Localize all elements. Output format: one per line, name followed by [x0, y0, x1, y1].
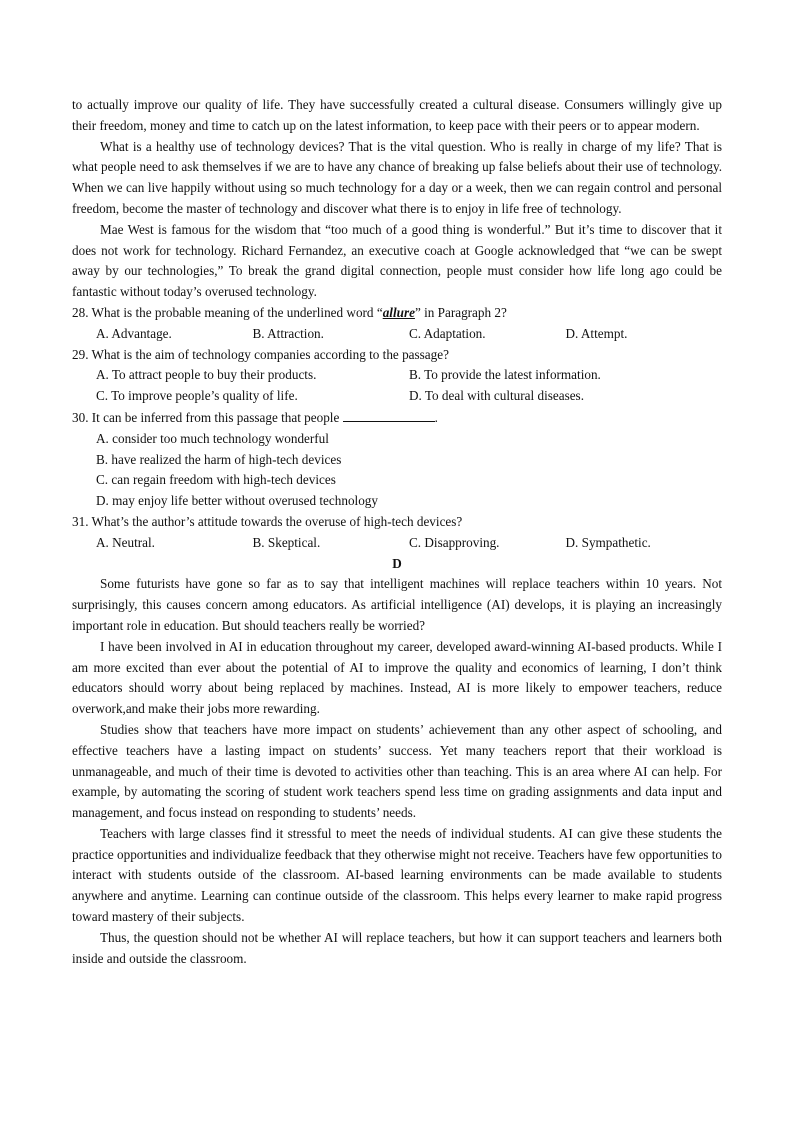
- passage-c-paragraph-3: Mae West is famous for the wisdom that “too much of a good thing is wonderful.” But it’s time to discover that it does not work for technology. Richard Fernandez, an executive coach at Google acknowledged that “we can be swept away by our technologies,” To break the grand digital connection, people must consider how life long ago could be fantastic without today’s overused technology.: [72, 221, 722, 300]
- question-30-stem: 30. It can be inferred from this passage that people .: [72, 407, 722, 429]
- question-28-stem: 28. What is the probable meaning of the underlined word “allure” in Paragraph 2?: [72, 304, 507, 320]
- question-30: [72, 407, 722, 512]
- option-a[interactable]: A. To attract people to buy their products.: [96, 367, 317, 383]
- passage-d-paragraph-5: Thus, the question should not be whether AI will replace teachers, but how it can support teachers and learners both inside and outside the classroom.: [72, 929, 722, 966]
- passage-d-paragraph-1: Some futurists have gone so far as to say that intelligent machines will replace teachers within 10 years. Not surprisingly, this causes concern among educators. As artificial intelligence (AI) develops, it is playing an increasingly important role in education. But should teachers really be worried?: [72, 576, 722, 633]
- question-31-options: [72, 533, 722, 554]
- question-29: [72, 345, 722, 407]
- question-31-stem: 31. What’s the author’s attitude towards the overuse of high-tech devices?: [72, 513, 463, 529]
- question-28-options: [72, 324, 722, 345]
- passage-d-paragraph-3: Studies show that teachers have more impact on students’ achievement than any other aspect of schooling, and effective teachers have a lasting impact on students’ success. Yet many teachers report that their workload is unmanageable, and much of their time is devoted to activities other than teaching. This is an area where AI can help. For example, by automating the scoring of student work teachers spend less time on grading assignments and data input and management, and focus instead on responding to students’ needs.: [72, 721, 722, 821]
- option-a[interactable]: A. Advantage.: [96, 325, 172, 341]
- option-d[interactable]: D. To deal with cultural diseases.: [409, 388, 584, 404]
- option-b[interactable]: B. Attraction.: [252, 325, 324, 341]
- question-29-options-row-1: [72, 365, 722, 386]
- option-b[interactable]: B. Skeptical.: [252, 534, 321, 550]
- exam-page: [72, 95, 722, 969]
- question-29-options-row-2: [72, 386, 722, 407]
- passage-c-paragraph-2: What is a healthy use of technology devices? That is the vital question. Who is really in charge of my life? That is what people need to ask themselves if we are to have any chance of breaking up false beliefs about their use of technology. When we can live happily without using so much technology for a day or a week, then we can regain control and personal freedom, become the master of technology and discover what there is to enjoy in life free of technology.: [72, 138, 722, 216]
- underlined-word: allure: [382, 304, 415, 320]
- option-c[interactable]: C. Disapproving.: [409, 534, 500, 550]
- option-c[interactable]: C. To improve people’s quality of life.: [96, 388, 298, 404]
- question-31: [72, 512, 722, 554]
- option-c[interactable]: C. Adaptation.: [409, 325, 486, 341]
- passage-c-paragraph-1: to actually improve our quality of life. They have successfully created a cultural disease. Consumers willingly give up their freedom, money and time to catch up on the latest information, to keep pace with their peers or to appear modern.: [72, 97, 722, 133]
- option-d[interactable]: D. may enjoy life better without overused technology: [96, 493, 378, 509]
- question-28: [72, 303, 722, 345]
- option-d[interactable]: D. Attempt.: [565, 325, 628, 341]
- option-b[interactable]: B. To provide the latest information.: [409, 367, 601, 383]
- option-a[interactable]: A. consider too much technology wonderful: [96, 430, 329, 446]
- option-b[interactable]: B. have realized the harm of high-tech devices: [96, 451, 342, 467]
- option-c[interactable]: C. can regain freedom with high-tech devices: [96, 472, 336, 488]
- section-d-heading: D: [392, 555, 402, 571]
- passage-d-paragraph-2: I have been involved in AI in education throughout my career, developed award-winning AI-based products. While I am more excited than ever about the potential of AI to improve the quality and economics of learning, I don’t think educators should worry about being replaced by machines. Instead, AI is more likely to empower teachers, reduce overwork,and make their jobs more rewarding.: [72, 638, 722, 717]
- passage-d-paragraph-4: Teachers with large classes find it stressful to meet the needs of individual students. AI can give these students the practice opportunities and individualize feedback that they otherwise might not receive. Teachers have few opportunities to interact with students outside of the classroom. AI-based learning environments can be made available to students anywhere and anytime. Learning can continue outside of the classroom. This helps every learner to make rapid progress toward mastery of their subjects.: [72, 825, 722, 925]
- question-29-stem: 29. What is the aim of technology companies according to the passage?: [72, 346, 449, 362]
- option-d[interactable]: D. Sympathetic.: [565, 534, 651, 550]
- answer-blank[interactable]: [343, 407, 435, 422]
- option-a[interactable]: A. Neutral.: [96, 534, 155, 550]
